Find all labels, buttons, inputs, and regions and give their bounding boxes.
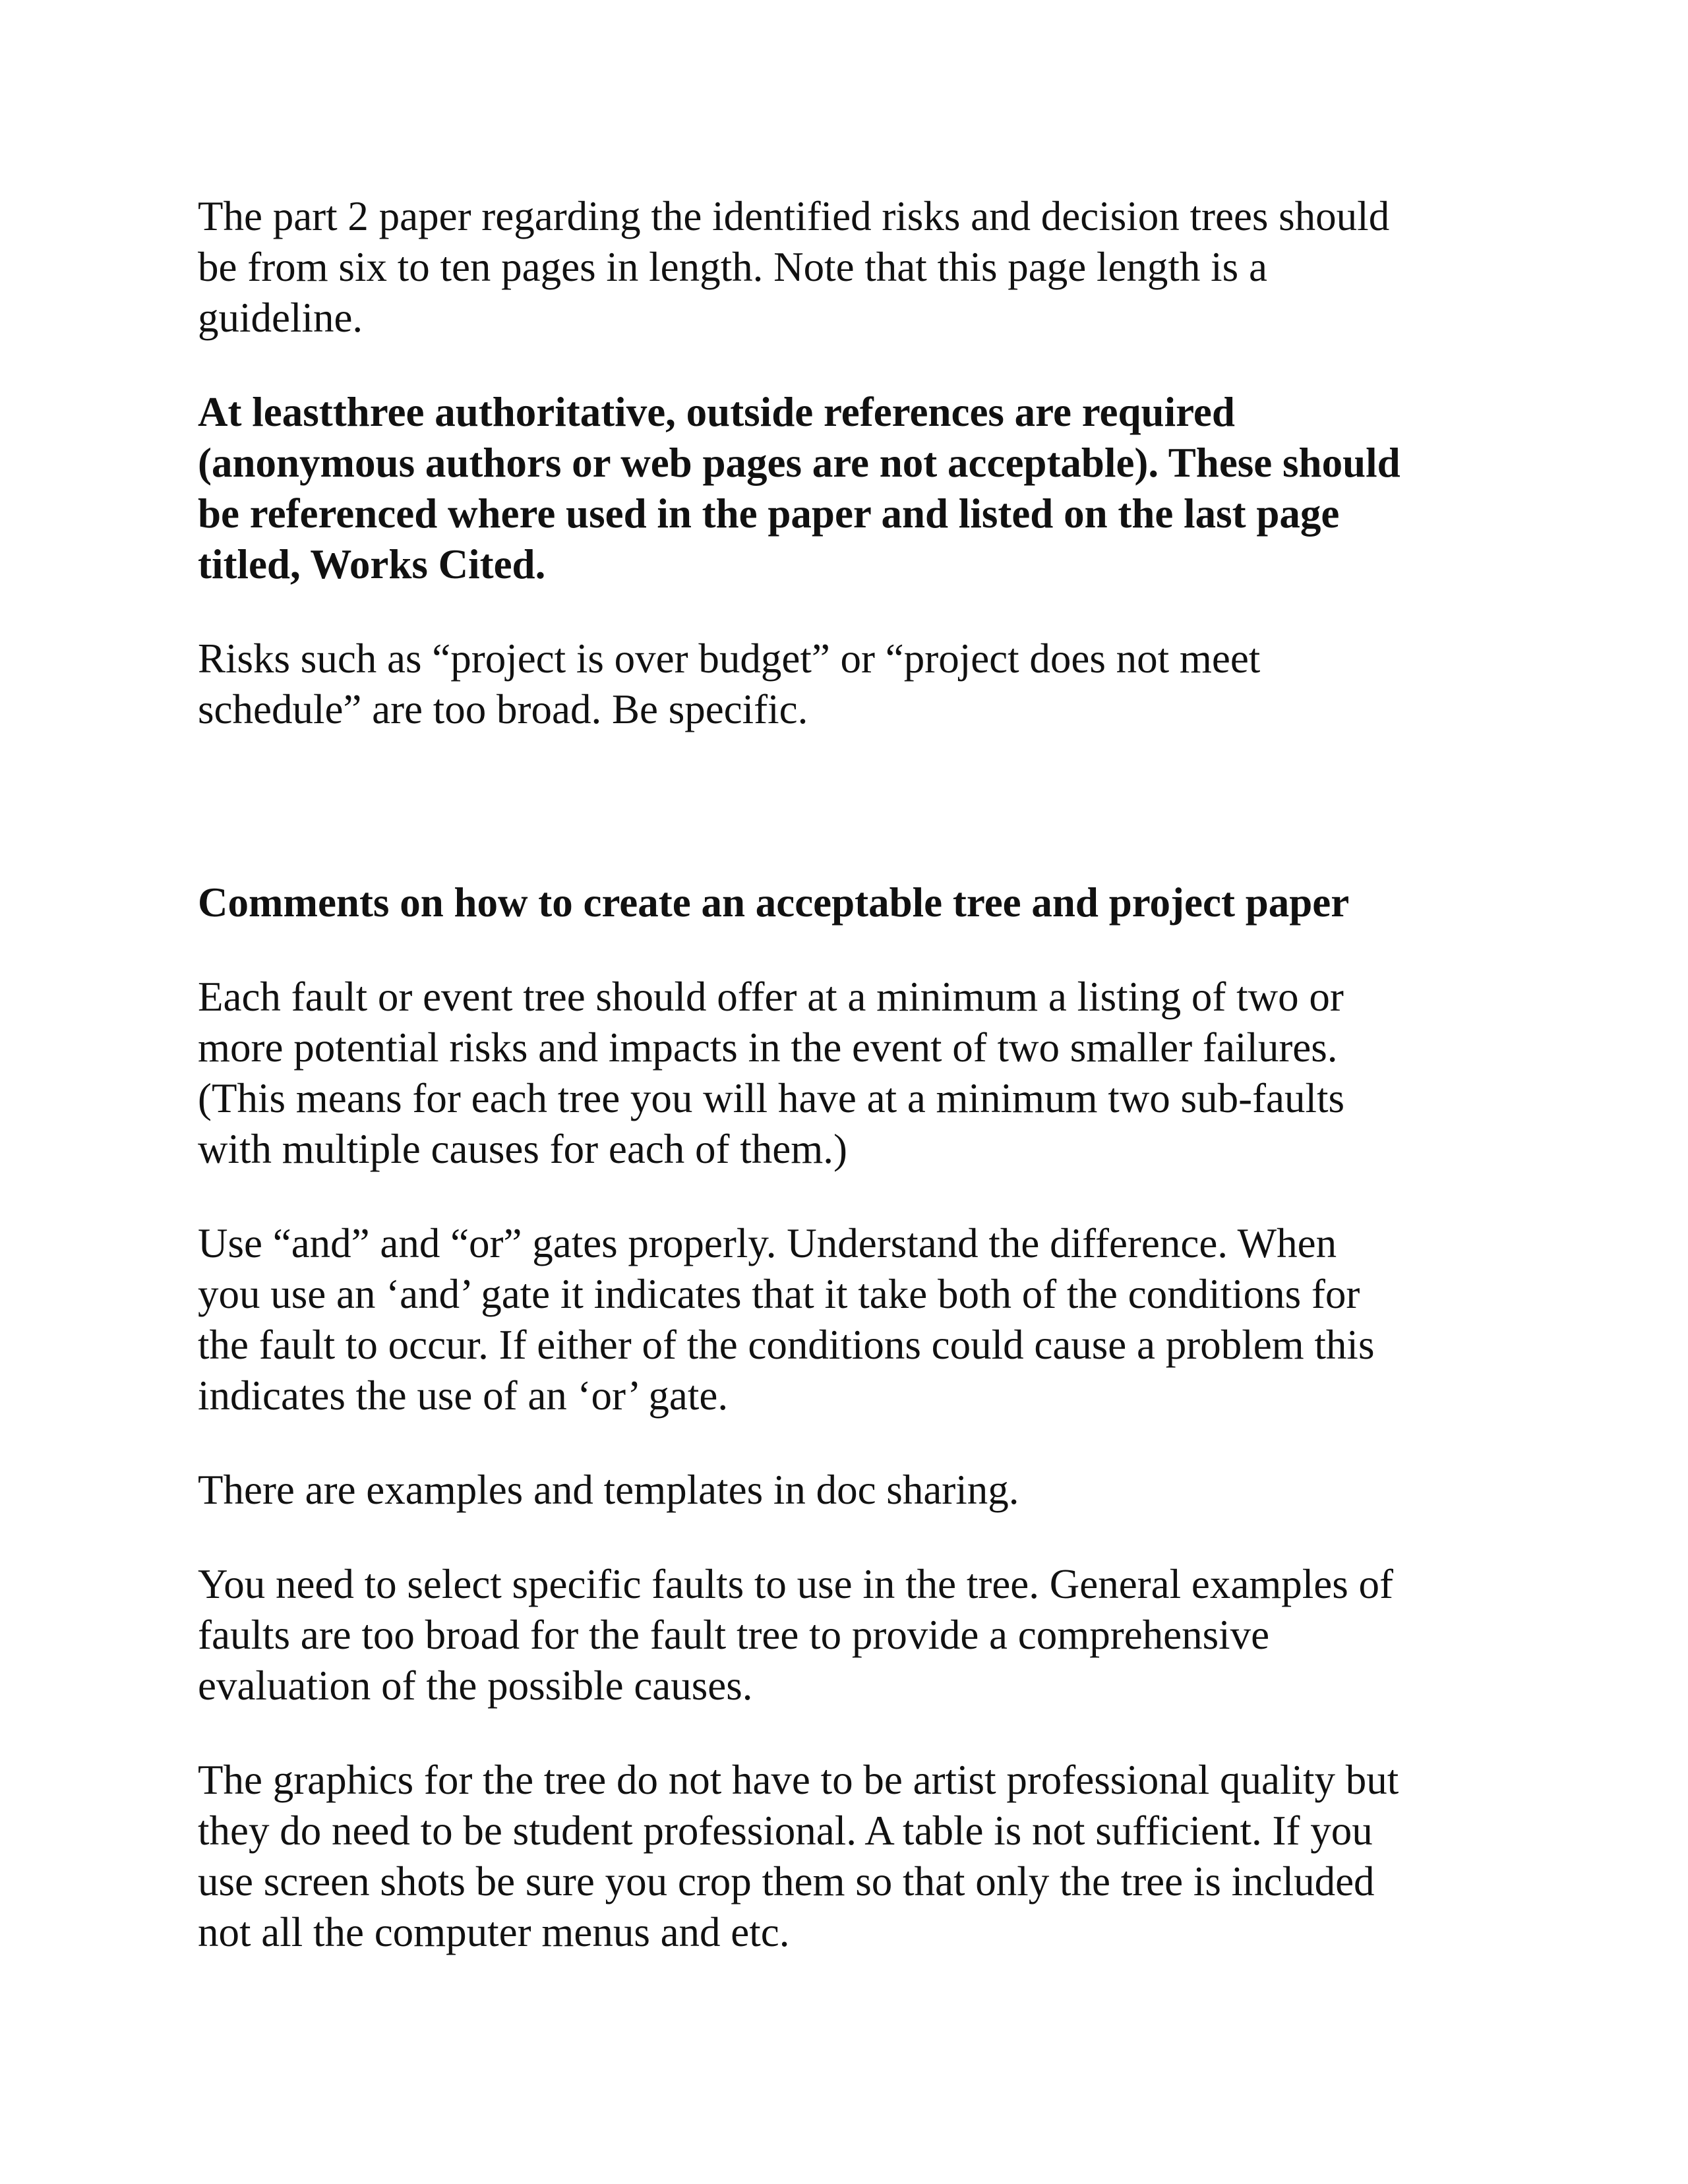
paragraph-risks-too-broad	[198, 634, 1503, 735]
text-line: indicates the use of an ‘or’ gate.	[198, 1372, 729, 1419]
text-line: Risks such as “project is over budget” or “project does not meet	[198, 635, 1261, 682]
text-line: The graphics for the tree do not have to be artist professional quality but	[198, 1757, 1399, 1803]
text-line: evaluation of the possible causes.	[198, 1663, 753, 1709]
text-line: faults are too broad for the fault tree to provide a comprehensive	[198, 1612, 1270, 1658]
text-line: Each fault or event tree should offer at a minimum a listing of two or	[198, 974, 1344, 1020]
paragraph-fault-tree-minimum	[198, 972, 1503, 1175]
paragraph-references-requirement	[198, 387, 1503, 590]
paragraph-and-or-gates	[198, 1218, 1503, 1421]
text-line: The part 2 paper regarding the identified risks and decision trees should	[198, 193, 1390, 239]
paragraph-page-length	[198, 191, 1503, 343]
text-line: you use an ‘and’ gate it indicates that it take both of the conditions for	[198, 1271, 1360, 1317]
text-line: (This means for each tree you will have at a minimum two sub-faults	[198, 1075, 1345, 1121]
section-spacer	[198, 779, 1503, 877]
text-line: with multiple causes for each of them.)	[198, 1126, 847, 1172]
text-line: they do need to be student professional. A table is not sufficient. If you	[198, 1808, 1373, 1854]
text-line: be referenced where used in the paper and listed on the last page	[198, 490, 1340, 537]
paragraph-examples-templates	[198, 1465, 1503, 1516]
paragraph-specific-faults	[198, 1559, 1503, 1711]
text-line: not all the computer menus and etc.	[198, 1909, 790, 1955]
text-line: be from six to ten pages in length. Note that this page length is a	[198, 244, 1267, 290]
text-line: At leastthree authoritative, outside references are required	[198, 389, 1235, 435]
text-line: titled, Works Cited.	[198, 541, 546, 587]
text-line: (anonymous authors or web pages are not acceptable). These should	[198, 440, 1401, 486]
section-heading: Comments on how to create an acceptable tree and project paper	[198, 879, 1350, 926]
text-line: There are examples and templates in doc sharing.	[198, 1467, 1019, 1513]
text-line: schedule” are too broad. Be specific.	[198, 686, 808, 732]
text-line: the fault to occur. If either of the conditions could cause a problem this	[198, 1322, 1375, 1368]
text-line: You need to select specific faults to use in the tree. General examples of	[198, 1561, 1394, 1607]
text-line: use screen shots be sure you crop them so that only the tree is included	[198, 1858, 1375, 1904]
text-line: more potential risks and impacts in the event of two smaller failures.	[198, 1024, 1338, 1071]
document-body	[198, 191, 1503, 2001]
text-line: Use “and” and “or” gates properly. Understand the difference. When	[198, 1220, 1337, 1266]
paragraph-graphics-quality	[198, 1755, 1503, 1958]
text-line: guideline.	[198, 295, 363, 341]
